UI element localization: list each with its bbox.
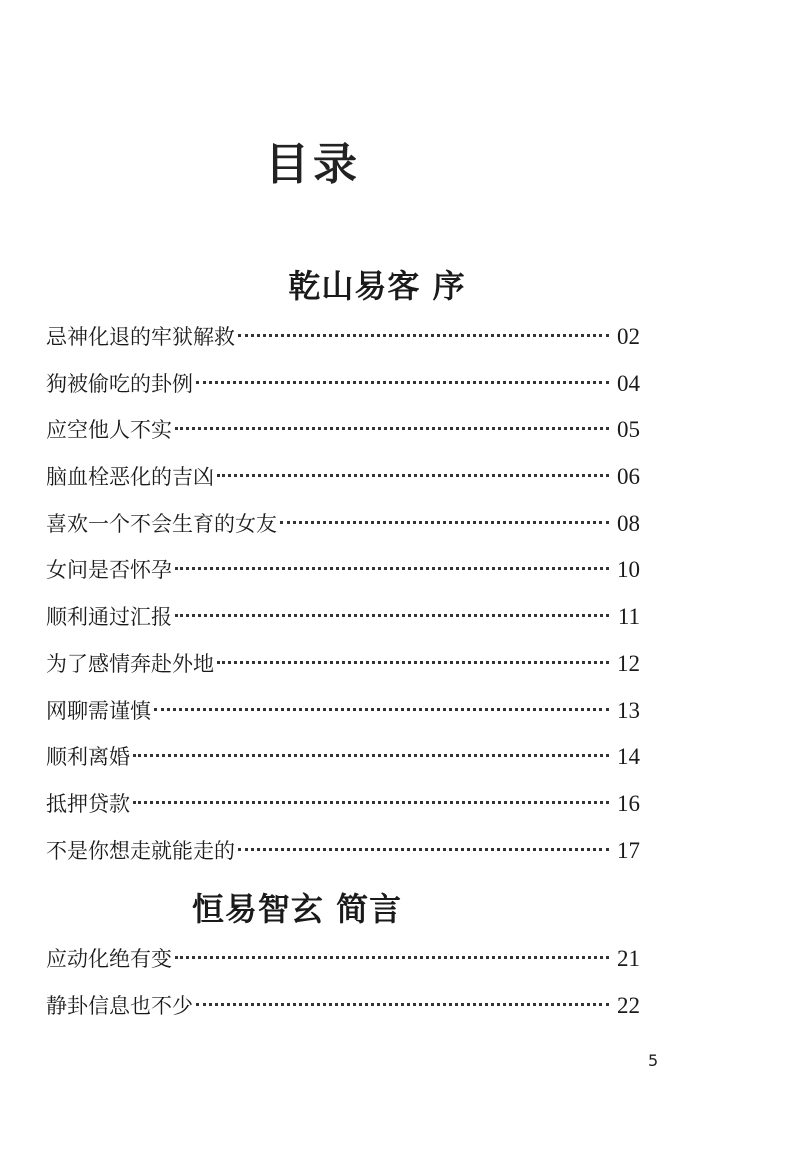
toc-entry (46, 833, 640, 880)
toc-entry-page: 10 (617, 557, 640, 583)
toc-entry (46, 739, 640, 786)
dot-leader (175, 614, 609, 617)
toc-entry-title: 抵押贷款 (46, 791, 130, 816)
toc-entry-page: 22 (617, 992, 640, 1018)
toc-entry-page: 06 (617, 464, 640, 490)
toc-entry (46, 459, 640, 506)
toc-entry (46, 552, 640, 599)
dot-leader (238, 334, 609, 337)
toc-entry-page: 02 (617, 324, 640, 349)
toc-entry (46, 693, 640, 740)
dot-leader (154, 708, 609, 711)
toc-entry-page: 21 (617, 946, 640, 971)
toc-entry (46, 506, 640, 553)
toc-entry-page: 05 (617, 417, 640, 443)
toc-entry (46, 988, 640, 1035)
section-heading: 乾山易客 序 (288, 267, 466, 305)
dot-leader (196, 1003, 609, 1006)
toc-list (46, 941, 640, 1034)
toc-entry (46, 319, 640, 366)
dot-leader (175, 956, 609, 959)
section-heading: 恒易智玄 简言 (191, 890, 403, 928)
page-number: 5 (648, 1051, 659, 1070)
toc-entry-title: 应动化绝有变 (46, 947, 172, 971)
dot-leader (175, 427, 609, 430)
toc-list (46, 319, 640, 879)
toc-entry-page: 13 (617, 697, 640, 723)
dot-leader (133, 754, 609, 757)
dot-leader (280, 521, 609, 524)
toc-entry-title: 狗被偷吃的卦例 (46, 371, 193, 396)
toc-entry-title: 顺利离婚 (46, 745, 130, 770)
toc-entry (46, 412, 640, 459)
toc-entry-page: 08 (617, 510, 640, 536)
page-title: 目录 (265, 139, 361, 190)
dot-leader (238, 848, 609, 851)
toc-entry (46, 786, 640, 833)
toc-entry-title: 女问是否怀孕 (46, 558, 172, 583)
toc-entry-page: 04 (617, 370, 640, 396)
toc-entry-title: 为了感情奔赴外地 (46, 651, 214, 676)
toc-entry-title: 脑血栓恶化的吉凶 (46, 465, 214, 490)
toc-entry-page: 12 (617, 650, 640, 676)
toc-entry-title: 顺利通过汇报 (46, 605, 172, 630)
toc-entry-page: 11 (617, 604, 640, 630)
toc-entry-title: 忌神化退的牢狱解救 (46, 325, 235, 349)
toc-entry (46, 366, 640, 413)
dot-leader (217, 474, 609, 477)
toc-entry-page: 16 (617, 790, 640, 816)
dot-leader (196, 381, 609, 384)
toc-entry (46, 941, 640, 988)
toc-entry (46, 599, 640, 646)
toc-entry (46, 646, 640, 693)
toc-entry-title: 静卦信息也不少 (46, 993, 193, 1018)
toc-entry-page: 14 (617, 744, 640, 770)
toc-entry-title: 应空他人不实 (46, 418, 172, 443)
dot-leader (217, 661, 609, 664)
toc-entry-title: 不是你想走就能走的 (46, 838, 235, 863)
toc-entry-title: 网聊需谨慎 (46, 698, 151, 723)
toc-entry-page: 17 (617, 837, 640, 863)
toc-entry-title: 喜欢一个不会生育的女友 (46, 511, 277, 536)
dot-leader (133, 801, 609, 804)
dot-leader (175, 567, 609, 570)
